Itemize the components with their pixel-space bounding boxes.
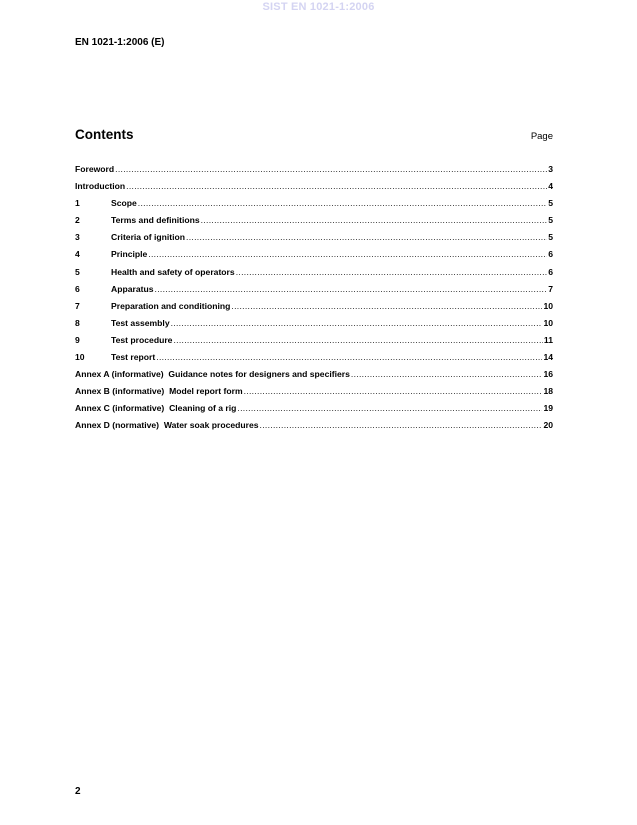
toc-dot-leader	[231, 301, 542, 311]
toc-entry-test-report[interactable]	[75, 352, 553, 369]
toc-entry-number: 8	[75, 317, 80, 328]
toc-dot-leader	[237, 403, 542, 413]
toc-entry-page: 10	[543, 300, 553, 311]
page-number: 2	[75, 786, 81, 797]
toc-entry-title: Annex C (informative) Cleaning of a rig	[75, 403, 237, 414]
toc-entry-test-assembly[interactable]	[75, 318, 553, 335]
toc-entry-title: Health and safety of operators	[111, 266, 235, 277]
toc-entry-health-and-safety[interactable]	[75, 267, 553, 284]
toc-entry-title: Apparatus	[111, 283, 154, 294]
toc-dot-leader	[155, 284, 548, 294]
toc-entry-criteria-of-ignition[interactable]	[75, 232, 553, 249]
toc-entry-page: 14	[543, 352, 553, 363]
toc-dot-leader	[173, 335, 542, 345]
toc-dot-leader	[236, 267, 548, 277]
toc-entry-title: Annex B (informative) Model report form	[75, 386, 243, 397]
toc-entry-title: Foreword	[75, 164, 115, 174]
toc-dot-leader	[148, 249, 547, 259]
toc-entry-page: 6	[548, 266, 553, 277]
toc-dot-leader	[115, 164, 547, 174]
contents-heading: Contents	[75, 127, 134, 142]
toc-dot-leader	[156, 352, 542, 362]
toc-dot-leader	[244, 386, 543, 396]
toc-entry-annex-a[interactable]	[75, 369, 553, 386]
toc-entry-page: 5	[548, 232, 553, 243]
toc-entry-page: 5	[548, 215, 553, 226]
toc-entry-foreword[interactable]	[75, 164, 553, 181]
toc-entry-scope[interactable]	[75, 198, 553, 215]
toc-dot-leader	[351, 369, 543, 379]
toc-entry-number: 10	[75, 352, 85, 363]
toc-entry-page: 20	[543, 420, 553, 431]
toc-entry-title: Test report	[111, 352, 156, 363]
toc-entry-number: 4	[75, 249, 80, 260]
toc-entry-number: 2	[75, 215, 80, 226]
toc-entry-title: Test procedure	[111, 334, 173, 345]
toc-entry-annex-c[interactable]	[75, 403, 553, 420]
toc-dot-leader	[260, 420, 543, 430]
toc-entry-number: 1	[75, 198, 80, 209]
toc-entry-page: 7	[548, 283, 553, 294]
toc-entry-title: Scope	[111, 198, 137, 209]
toc-entry-introduction[interactable]	[75, 181, 553, 198]
toc-dot-leader	[126, 181, 547, 191]
toc-entry-page: 18	[543, 386, 553, 397]
toc-dot-leader	[186, 232, 547, 242]
toc-entry-principle[interactable]	[75, 249, 553, 266]
toc-dot-leader	[138, 198, 547, 208]
toc-entry-preparation-and-conditioning[interactable]	[75, 301, 553, 318]
toc-entry-number: 3	[75, 232, 80, 243]
toc-entry-terms-and-definitions[interactable]	[75, 215, 553, 232]
toc-entry-number: 9	[75, 334, 80, 345]
toc-entry-title: Criteria of ignition	[111, 232, 185, 243]
toc-entry-title: Introduction	[75, 181, 126, 192]
toc-entry-title: Principle	[111, 249, 148, 260]
toc-entry-page: 6	[548, 249, 553, 260]
toc-entry-apparatus[interactable]	[75, 284, 553, 301]
toc-entry-title: Annex A (informative) Guidance notes for designers and specifiers	[75, 369, 350, 380]
toc-entry-page: 16	[543, 369, 553, 380]
toc-entry-title: Annex D (normative) Water soak procedures	[75, 420, 259, 431]
toc-entry-page: 10	[543, 317, 553, 328]
toc-entry-title: Preparation and conditioning	[111, 300, 231, 311]
watermark: SIST EN 1021-1:2006	[262, 1, 375, 13]
toc-entry-page: 3	[548, 164, 553, 174]
toc-entry-number: 6	[75, 283, 80, 294]
toc-entry-page: 4	[548, 181, 553, 192]
toc-entry-title: Test assembly	[111, 317, 170, 328]
toc-entry-title: Terms and definitions	[111, 215, 200, 226]
toc-entry-page: 19	[543, 403, 553, 414]
toc-entry-number: 5	[75, 266, 80, 277]
document-id: EN 1021-1:2006 (E)	[75, 37, 165, 48]
toc-dot-leader	[201, 215, 548, 225]
toc-entry-page: 11	[543, 334, 553, 345]
toc-dot-leader	[171, 318, 543, 328]
table-of-contents	[75, 164, 553, 438]
toc-entry-annex-b[interactable]	[75, 386, 553, 403]
toc-entry-test-procedure[interactable]	[75, 335, 553, 352]
toc-entry-page: 5	[548, 198, 553, 209]
toc-entry-number: 7	[75, 300, 80, 311]
page-column-label: Page	[530, 131, 553, 142]
toc-entry-annex-d[interactable]	[75, 420, 553, 437]
